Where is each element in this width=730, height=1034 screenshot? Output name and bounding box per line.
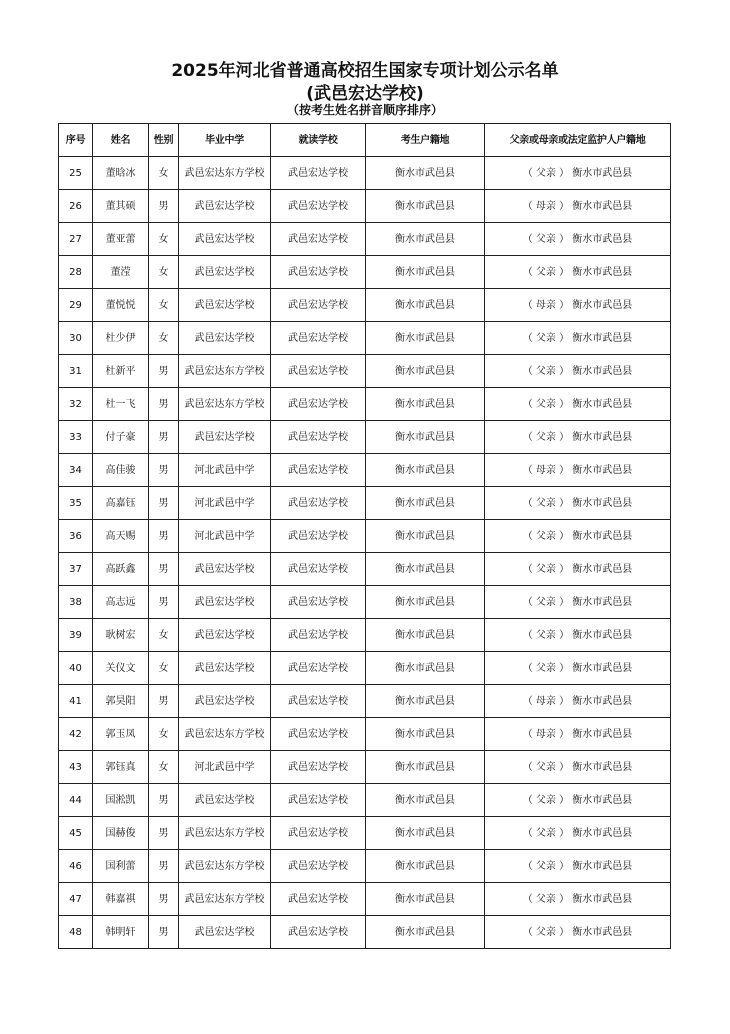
cell-student-household: 衡水市武邑县 <box>366 718 485 751</box>
cell-current-school: 武邑宏达学校 <box>271 157 366 190</box>
cell-graduation-school <box>179 520 271 553</box>
cell-gender: 女 <box>149 223 179 256</box>
cell-guardian-household: （ 父亲 ） 衡水市武邑县 <box>485 817 671 850</box>
cell-current-school: 武邑宏达学校 <box>271 652 366 685</box>
cell-gender: 男 <box>149 784 179 817</box>
cell-gender: 男 <box>149 850 179 883</box>
cell-current-school: 武邑宏达学校 <box>271 718 366 751</box>
cell-name: 高跃鑫 <box>93 553 149 586</box>
cell-gender: 男 <box>149 916 179 949</box>
graduation-school-text: 武邑宏达学校 <box>194 563 255 575</box>
cell-gender: 男 <box>149 388 179 421</box>
cell-index: 25 <box>59 157 93 190</box>
cell-gender: 男 <box>149 586 179 619</box>
roster-table <box>58 123 671 949</box>
cell-guardian-household: （ 母亲 ） 衡水市武邑县 <box>485 454 671 487</box>
cell-current-school: 武邑宏达学校 <box>271 520 366 553</box>
cell-current-school: 武邑宏达学校 <box>271 289 366 322</box>
cell-student-household: 衡水市武邑县 <box>366 421 485 454</box>
graduation-school-text: 武邑宏达学校 <box>194 794 255 806</box>
cell-index: 28 <box>59 256 93 289</box>
cell-guardian-household: （ 父亲 ） 衡水市武邑县 <box>485 553 671 586</box>
cell-current-school: 武邑宏达学校 <box>271 256 366 289</box>
cell-name: 国赫俊 <box>93 817 149 850</box>
cell-graduation-school <box>179 421 271 454</box>
cell-graduation-school <box>179 718 271 751</box>
cell-gender: 女 <box>149 157 179 190</box>
graduation-school-text: 武邑宏达学校 <box>194 233 255 245</box>
cell-student-household: 衡水市武邑县 <box>366 553 485 586</box>
cell-index: 42 <box>59 718 93 751</box>
table-row <box>59 322 671 355</box>
cell-current-school: 武邑宏达学校 <box>271 223 366 256</box>
cell-graduation-school <box>179 652 271 685</box>
header-gender: 性别 <box>149 124 179 157</box>
cell-guardian-household: （ 母亲 ） 衡水市武邑县 <box>485 289 671 322</box>
cell-gender: 男 <box>149 355 179 388</box>
cell-current-school: 武邑宏达学校 <box>271 586 366 619</box>
cell-index: 29 <box>59 289 93 322</box>
graduation-school-text: 武邑宏达东方学校 <box>184 365 265 377</box>
cell-guardian-household: （ 父亲 ） 衡水市武邑县 <box>485 586 671 619</box>
cell-graduation-school <box>179 388 271 421</box>
cell-name: 付子豪 <box>93 421 149 454</box>
cell-current-school: 武邑宏达学校 <box>271 619 366 652</box>
cell-index: 35 <box>59 487 93 520</box>
table-row <box>59 718 671 751</box>
graduation-school-text: 武邑宏达东方学校 <box>184 728 265 740</box>
cell-index: 34 <box>59 454 93 487</box>
cell-index: 27 <box>59 223 93 256</box>
cell-student-household: 衡水市武邑县 <box>366 454 485 487</box>
cell-gender: 女 <box>149 256 179 289</box>
cell-student-household: 衡水市武邑县 <box>366 850 485 883</box>
cell-index: 48 <box>59 916 93 949</box>
cell-index: 39 <box>59 619 93 652</box>
cell-student-household: 衡水市武邑县 <box>366 883 485 916</box>
table-row <box>59 751 671 784</box>
table-row <box>59 355 671 388</box>
cell-guardian-household: （ 父亲 ） 衡水市武邑县 <box>485 850 671 883</box>
cell-index: 47 <box>59 883 93 916</box>
cell-graduation-school <box>179 487 271 520</box>
cell-guardian-household: （ 父亲 ） 衡水市武邑县 <box>485 916 671 949</box>
graduation-school-text: 武邑宏达东方学校 <box>184 398 265 410</box>
cell-guardian-household: （ 父亲 ） 衡水市武邑县 <box>485 388 671 421</box>
cell-current-school: 武邑宏达学校 <box>271 454 366 487</box>
cell-name: 杜新平 <box>93 355 149 388</box>
sort-note: （按考生姓名拼音顺序排序） <box>286 103 443 117</box>
cell-index: 32 <box>59 388 93 421</box>
graduation-school-text: 武邑宏达学校 <box>194 299 255 311</box>
table-row <box>59 157 671 190</box>
cell-gender: 男 <box>149 190 179 223</box>
graduation-school-text: 武邑宏达学校 <box>194 662 255 674</box>
cell-current-school: 武邑宏达学校 <box>271 685 366 718</box>
cell-gender: 男 <box>149 421 179 454</box>
cell-guardian-household: （ 父亲 ） 衡水市武邑县 <box>485 322 671 355</box>
table-row <box>59 520 671 553</box>
cell-index: 44 <box>59 784 93 817</box>
cell-name: 董晗冰 <box>93 157 149 190</box>
header-guardian-household: 父亲或母亲或法定监护人户籍地 <box>485 124 671 157</box>
table-row <box>59 652 671 685</box>
graduation-school-text: 武邑宏达学校 <box>194 200 255 212</box>
cell-current-school: 武邑宏达学校 <box>271 883 366 916</box>
table-row <box>59 388 671 421</box>
cell-name: 董其硕 <box>93 190 149 223</box>
header-student-household: 考生户籍地 <box>366 124 485 157</box>
cell-current-school: 武邑宏达学校 <box>271 355 366 388</box>
cell-graduation-school <box>179 223 271 256</box>
cell-guardian-household: （ 父亲 ） 衡水市武邑县 <box>485 256 671 289</box>
document-title: 2025年河北省普通高校招生国家专项计划公示名单 <box>171 61 559 81</box>
table-row <box>59 784 671 817</box>
cell-student-household: 衡水市武邑县 <box>366 223 485 256</box>
cell-index: 41 <box>59 685 93 718</box>
cell-gender: 男 <box>149 553 179 586</box>
cell-guardian-household: （ 父亲 ） 衡水市武邑县 <box>485 619 671 652</box>
cell-name: 高天赐 <box>93 520 149 553</box>
graduation-school-text: 武邑宏达学校 <box>194 695 255 707</box>
cell-student-household: 衡水市武邑县 <box>366 289 485 322</box>
cell-graduation-school <box>179 553 271 586</box>
table-row <box>59 421 671 454</box>
table-row <box>59 190 671 223</box>
cell-gender: 女 <box>149 718 179 751</box>
cell-guardian-household: （ 父亲 ） 衡水市武邑县 <box>485 355 671 388</box>
cell-name: 高志远 <box>93 586 149 619</box>
cell-current-school: 武邑宏达学校 <box>271 421 366 454</box>
cell-name: 杜少伊 <box>93 322 149 355</box>
cell-guardian-household: （ 父亲 ） 衡水市武邑县 <box>485 883 671 916</box>
cell-current-school: 武邑宏达学校 <box>271 553 366 586</box>
cell-graduation-school <box>179 784 271 817</box>
cell-index: 46 <box>59 850 93 883</box>
cell-name: 高佳骏 <box>93 454 149 487</box>
header-name: 姓名 <box>93 124 149 157</box>
cell-student-household: 衡水市武邑县 <box>366 916 485 949</box>
cell-graduation-school <box>179 685 271 718</box>
table-row <box>59 256 671 289</box>
cell-name: 董亚蕾 <box>93 223 149 256</box>
table-row <box>59 916 671 949</box>
cell-gender: 男 <box>149 520 179 553</box>
cell-guardian-household: （ 父亲 ） 衡水市武邑县 <box>485 751 671 784</box>
cell-gender: 女 <box>149 751 179 784</box>
header-current-school: 就读学校 <box>271 124 366 157</box>
cell-gender: 男 <box>149 487 179 520</box>
cell-graduation-school <box>179 817 271 850</box>
table-row <box>59 553 671 586</box>
cell-name: 关仪文 <box>93 652 149 685</box>
table-row <box>59 289 671 322</box>
cell-guardian-household: （ 父亲 ） 衡水市武邑县 <box>485 223 671 256</box>
table-row <box>59 817 671 850</box>
cell-name: 董滢 <box>93 256 149 289</box>
cell-graduation-school <box>179 157 271 190</box>
table-body <box>59 157 671 949</box>
cell-guardian-household: （ 父亲 ） 衡水市武邑县 <box>485 421 671 454</box>
cell-student-household: 衡水市武邑县 <box>366 586 485 619</box>
table-row <box>59 223 671 256</box>
cell-current-school: 武邑宏达学校 <box>271 751 366 784</box>
cell-guardian-household: （ 父亲 ） 衡水市武邑县 <box>485 784 671 817</box>
graduation-school-text: 武邑宏达东方学校 <box>184 167 265 179</box>
cell-guardian-household: （ 母亲 ） 衡水市武邑县 <box>485 685 671 718</box>
cell-graduation-school <box>179 289 271 322</box>
table-row <box>59 850 671 883</box>
cell-student-household: 衡水市武邑县 <box>366 487 485 520</box>
cell-current-school: 武邑宏达学校 <box>271 487 366 520</box>
table-row <box>59 454 671 487</box>
cell-graduation-school <box>179 190 271 223</box>
cell-name: 耿树宏 <box>93 619 149 652</box>
table-row <box>59 685 671 718</box>
graduation-school-text: 武邑宏达学校 <box>194 332 255 344</box>
cell-graduation-school <box>179 256 271 289</box>
cell-index: 26 <box>59 190 93 223</box>
cell-current-school: 武邑宏达学校 <box>271 388 366 421</box>
cell-name: 韩明轩 <box>93 916 149 949</box>
cell-name: 国淞凯 <box>93 784 149 817</box>
cell-gender: 男 <box>149 454 179 487</box>
cell-student-household: 衡水市武邑县 <box>366 652 485 685</box>
cell-name: 郭钰真 <box>93 751 149 784</box>
graduation-school-text: 武邑宏达学校 <box>194 629 255 641</box>
cell-name: 杜一飞 <box>93 388 149 421</box>
cell-guardian-household: （ 母亲 ） 衡水市武邑县 <box>485 718 671 751</box>
table-row <box>59 619 671 652</box>
cell-index: 40 <box>59 652 93 685</box>
cell-graduation-school <box>179 883 271 916</box>
cell-student-household: 衡水市武邑县 <box>366 388 485 421</box>
graduation-school-text: 河北武邑中学 <box>194 464 255 476</box>
cell-guardian-household: （ 父亲 ） 衡水市武邑县 <box>485 157 671 190</box>
cell-current-school: 武邑宏达学校 <box>271 322 366 355</box>
graduation-school-text: 河北武邑中学 <box>194 497 255 509</box>
graduation-school-text: 河北武邑中学 <box>194 761 255 773</box>
cell-graduation-school <box>179 751 271 784</box>
graduation-school-text: 武邑宏达学校 <box>194 596 255 608</box>
cell-index: 45 <box>59 817 93 850</box>
cell-student-household: 衡水市武邑县 <box>366 256 485 289</box>
cell-gender: 女 <box>149 322 179 355</box>
cell-graduation-school <box>179 850 271 883</box>
graduation-school-text: 武邑宏达东方学校 <box>184 893 265 905</box>
cell-student-household: 衡水市武邑县 <box>366 685 485 718</box>
cell-gender: 男 <box>149 883 179 916</box>
header-index: 序号 <box>59 124 93 157</box>
cell-student-household: 衡水市武邑县 <box>366 784 485 817</box>
graduation-school-text: 武邑宏达学校 <box>194 926 255 938</box>
graduation-school-text: 武邑宏达东方学校 <box>184 860 265 872</box>
cell-student-household: 衡水市武邑县 <box>366 322 485 355</box>
graduation-school-text: 武邑宏达东方学校 <box>184 827 265 839</box>
cell-graduation-school <box>179 454 271 487</box>
cell-gender: 男 <box>149 685 179 718</box>
cell-gender: 女 <box>149 652 179 685</box>
cell-student-household: 衡水市武邑县 <box>366 520 485 553</box>
header-graduation-school: 毕业中学 <box>179 124 271 157</box>
cell-name: 郭昊阳 <box>93 685 149 718</box>
cell-index: 30 <box>59 322 93 355</box>
cell-current-school: 武邑宏达学校 <box>271 817 366 850</box>
table-header-row <box>59 124 671 157</box>
cell-graduation-school <box>179 916 271 949</box>
cell-graduation-school <box>179 355 271 388</box>
graduation-school-text: 武邑宏达学校 <box>194 431 255 443</box>
cell-index: 33 <box>59 421 93 454</box>
cell-name: 郭玉凤 <box>93 718 149 751</box>
cell-current-school: 武邑宏达学校 <box>271 784 366 817</box>
cell-name: 高嘉钰 <box>93 487 149 520</box>
cell-name: 董悦悦 <box>93 289 149 322</box>
graduation-school-text: 河北武邑中学 <box>194 530 255 542</box>
cell-guardian-household: （ 父亲 ） 衡水市武邑县 <box>485 487 671 520</box>
cell-graduation-school <box>179 322 271 355</box>
table-row <box>59 487 671 520</box>
cell-index: 37 <box>59 553 93 586</box>
cell-current-school: 武邑宏达学校 <box>271 190 366 223</box>
cell-gender: 男 <box>149 817 179 850</box>
cell-current-school: 武邑宏达学校 <box>271 916 366 949</box>
cell-guardian-household: （ 父亲 ） 衡水市武邑县 <box>485 652 671 685</box>
cell-current-school: 武邑宏达学校 <box>271 850 366 883</box>
cell-guardian-household: （ 母亲 ） 衡水市武邑县 <box>485 190 671 223</box>
cell-student-household: 衡水市武邑县 <box>366 157 485 190</box>
cell-index: 38 <box>59 586 93 619</box>
cell-student-household: 衡水市武邑县 <box>366 619 485 652</box>
cell-index: 43 <box>59 751 93 784</box>
cell-student-household: 衡水市武邑县 <box>366 751 485 784</box>
cell-student-household: 衡水市武邑县 <box>366 355 485 388</box>
cell-name: 韩嘉祺 <box>93 883 149 916</box>
cell-gender: 女 <box>149 289 179 322</box>
cell-graduation-school <box>179 619 271 652</box>
document-subtitle: (武邑宏达学校) <box>306 84 424 104</box>
cell-graduation-school <box>179 586 271 619</box>
table-row <box>59 586 671 619</box>
cell-index: 36 <box>59 520 93 553</box>
cell-name: 国利蕾 <box>93 850 149 883</box>
cell-guardian-household: （ 父亲 ） 衡水市武邑县 <box>485 520 671 553</box>
cell-student-household: 衡水市武邑县 <box>366 190 485 223</box>
graduation-school-text: 武邑宏达学校 <box>194 266 255 278</box>
cell-index: 31 <box>59 355 93 388</box>
cell-gender: 女 <box>149 619 179 652</box>
cell-student-household: 衡水市武邑县 <box>366 817 485 850</box>
table-row <box>59 883 671 916</box>
